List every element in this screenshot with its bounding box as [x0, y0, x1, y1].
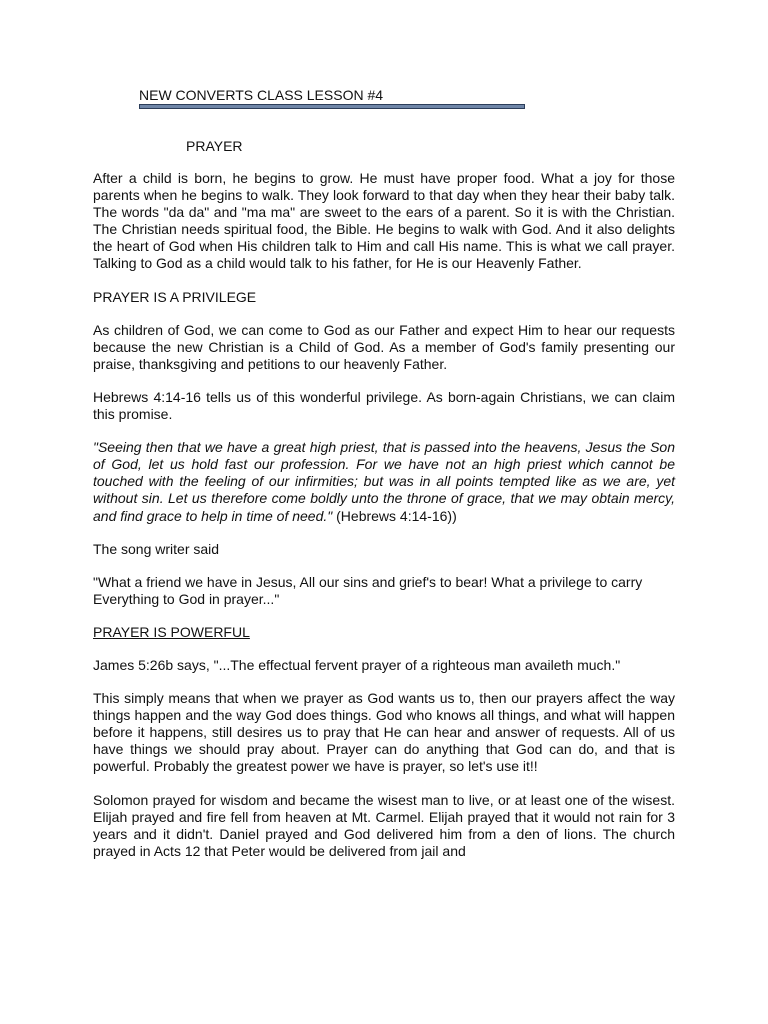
lesson-subtitle: PRAYER	[186, 138, 243, 154]
scripture-quote-text: "Seeing then that we have a great high priest, that is passed into the heavens, Jesus the Son of God, let us hold fast our profession. For we have not an high priest which cannot be touched with the feeling of our infirmities; but was in all points tempted like as we are, yet without sin. Let us therefore come boldly unto the throne of grace, that we may obtain mercy, and find grace to help in time of need."	[93, 439, 675, 524]
document-body	[93, 170, 675, 876]
song-intro: The song writer said	[93, 540, 220, 557]
lesson-title: NEW CONVERTS CLASS LESSON #4	[139, 87, 384, 103]
section-heading-powerful: PRAYER IS POWERFUL	[93, 623, 250, 640]
powerful-paragraph-1: James 5:26b says, "...The effectual fervent prayer of a righteous man availeth much."	[93, 656, 621, 673]
section-heading-privilege: PRAYER IS A PRIVILEGE	[93, 288, 257, 305]
powerful-paragraph-3: Solomon prayed for wisdom and became the wisest man to live, or at least one of the wisest. Elijah prayed and fire fell from heaven at Mt. Carmel. Elijah prayed that it would not rain for 3 years and it didn't. Daniel prayed and God delivered him from a den of lions. The church prayed in Acts 12 that Peter would be delivered from jail and	[93, 791, 675, 859]
privilege-paragraph-1: As children of God, we can come to God as our Father and expect Him to hear our requests because the new Christian is a Child of God. As a member of God's family presenting our praise, thanksgiving and petitions to our heavenly Father.	[93, 321, 675, 372]
powerful-paragraph-2: This simply means that when we prayer as God wants us to, then our prayers affect the way things happen and the way God does things. God who knows all things, and what will happen before it happens, still desires us to pray that He can hear and answer of requests. All of us have things we should pray about. Prayer can do anything that God can do, and that is powerful. Probably the greatest power we have is prayer, so let's use it!!	[93, 690, 675, 775]
scripture-reference: (Hebrews 4:14-16))	[332, 507, 457, 524]
title-underline-rule	[139, 104, 525, 109]
privilege-paragraph-2: Hebrews 4:14-16 tells us of this wonderful privilege. As born-again Christians, we can claim this promise.	[93, 388, 675, 423]
scripture-quote	[93, 439, 675, 524]
song-quote: "What a friend we have in Jesus, All our sins and grief's to bear! What a privilege to carry Everything to God in prayer..."	[93, 573, 643, 607]
intro-paragraph: After a child is born, he begins to grow. He must have proper food. What a joy for those parents when he begins to walk. They look forward to that day when they hear their baby talk. The words "da da" and "ma ma" are sweet to the ears of a parent. So it is with the Christian. The Christian needs spiritual food, the Bible. He begins to walk with God. And it also delights the heart of God when His children talk to Him and call His name. This is what we call prayer. Talking to God as a child would talk to his father, for He is our Heavenly Father.	[93, 170, 675, 272]
